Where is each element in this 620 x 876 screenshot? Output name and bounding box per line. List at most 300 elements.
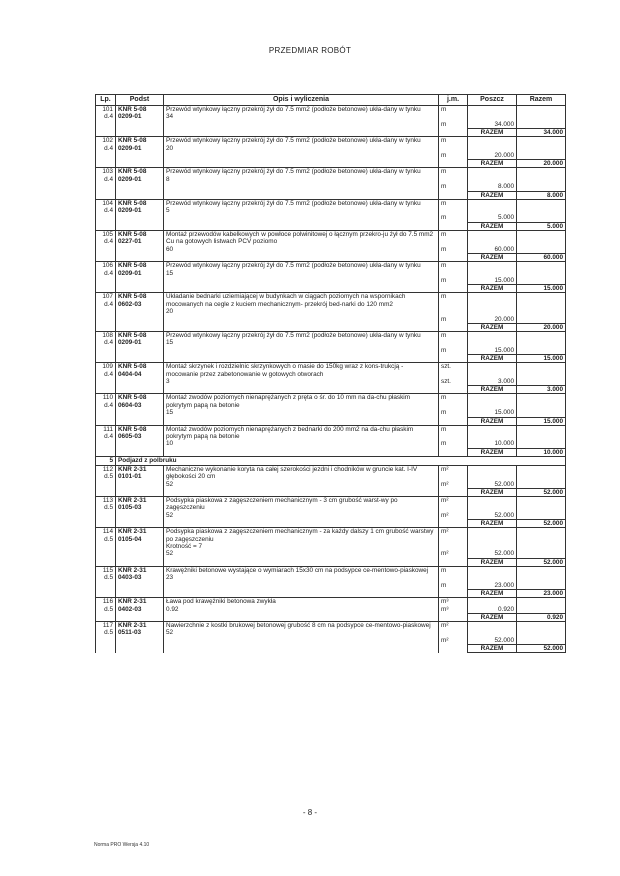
razem-row bbox=[96, 355, 566, 363]
razem-value: 5.000 bbox=[517, 222, 566, 230]
unit-label: m bbox=[441, 425, 447, 433]
item-poszcz bbox=[468, 137, 517, 160]
calculation-value: 0.92 bbox=[166, 605, 179, 613]
razem-label: RAZEM bbox=[468, 386, 517, 394]
razem-blank bbox=[116, 355, 164, 363]
calculation-value: 8 bbox=[166, 175, 170, 183]
item-lp bbox=[96, 363, 116, 386]
razem-label: RAZEM bbox=[468, 448, 517, 456]
item-description bbox=[164, 566, 439, 589]
razem-blank bbox=[439, 355, 468, 363]
item-code bbox=[116, 137, 164, 160]
item-description bbox=[164, 363, 439, 386]
razem-blank bbox=[116, 222, 164, 230]
item-unit bbox=[439, 199, 468, 222]
item-poszcz bbox=[468, 465, 517, 488]
razem-blank bbox=[164, 129, 439, 137]
razem-blank bbox=[116, 285, 164, 293]
razem-label: RAZEM bbox=[468, 355, 517, 363]
item-description bbox=[164, 168, 439, 191]
unit-label-calc: m bbox=[441, 120, 447, 128]
razem-blank bbox=[164, 417, 439, 425]
razem-label: RAZEM bbox=[468, 590, 517, 598]
catalog-position: 0209-01 bbox=[118, 175, 142, 183]
item-number: 113 bbox=[102, 497, 113, 505]
table-row bbox=[96, 199, 566, 222]
razem-label: RAZEM bbox=[468, 645, 517, 653]
calculation-value: 5 bbox=[166, 207, 170, 215]
item-lp bbox=[96, 528, 116, 559]
razem-blank bbox=[96, 613, 116, 621]
catalog-code: KNR 5-08 bbox=[118, 199, 147, 207]
razem-blank bbox=[439, 417, 468, 425]
razem-blank bbox=[116, 129, 164, 137]
calculation-value: 60 bbox=[166, 245, 174, 253]
item-razem-empty bbox=[517, 106, 566, 129]
razem-value: 10.000 bbox=[517, 448, 566, 456]
table-row bbox=[96, 262, 566, 285]
item-lp bbox=[96, 106, 116, 129]
item-razem-empty bbox=[517, 598, 566, 614]
item-poszcz bbox=[468, 425, 517, 448]
description-text: Nawierzchnie z kostki brukowej betonowej grubość 8 cm na podsypce ce-mentowo-piaskowej bbox=[166, 621, 431, 629]
col-poszcz: Poszcz bbox=[468, 95, 517, 106]
item-lp bbox=[96, 598, 116, 614]
item-razem-empty bbox=[517, 262, 566, 285]
item-lp bbox=[96, 621, 116, 644]
catalog-code: KNR 5-08 bbox=[118, 331, 147, 339]
razem-row bbox=[96, 191, 566, 199]
razem-row bbox=[96, 590, 566, 598]
razem-row bbox=[96, 417, 566, 425]
col-lp: Lp. bbox=[96, 95, 116, 106]
razem-label: RAZEM bbox=[468, 323, 517, 331]
razem-row bbox=[96, 222, 566, 230]
item-razem-empty bbox=[517, 199, 566, 222]
item-lp bbox=[96, 394, 116, 417]
razem-value: 60.000 bbox=[517, 254, 566, 262]
razem-row bbox=[96, 613, 566, 621]
razem-blank bbox=[439, 191, 468, 199]
razem-blank bbox=[439, 254, 468, 262]
item-razem-empty bbox=[517, 363, 566, 386]
item-unit bbox=[439, 106, 468, 129]
item-razem-empty bbox=[517, 137, 566, 160]
poszcz-value: 5.000 bbox=[498, 214, 514, 222]
razem-blank bbox=[439, 323, 468, 331]
item-poszcz bbox=[468, 293, 517, 324]
item-number: 116 bbox=[102, 598, 113, 606]
estimate-table bbox=[95, 94, 566, 653]
razem-row bbox=[96, 558, 566, 566]
catalog-position: 0605-03 bbox=[118, 433, 142, 440]
razem-blank bbox=[116, 590, 164, 598]
razem-blank bbox=[164, 448, 439, 456]
razem-blank bbox=[96, 254, 116, 262]
item-razem-empty bbox=[517, 621, 566, 644]
item-razem-empty bbox=[517, 293, 566, 324]
calculation-value: 10 bbox=[166, 440, 174, 448]
unit-label-calc: m bbox=[441, 214, 447, 222]
item-code bbox=[116, 230, 164, 253]
razem-blank bbox=[116, 558, 164, 566]
poszcz-value: 34.000 bbox=[494, 120, 514, 128]
item-unit bbox=[439, 262, 468, 285]
catalog-position: 0105-04 bbox=[118, 535, 142, 543]
table-row bbox=[96, 566, 566, 589]
description-text: Montaż przewodów kabelkowych w powłoce polwinitowej o łącznym przekro-ju żył do 7.5 mm2 Cu na gotowych listwach PCV poziomo bbox=[166, 230, 434, 246]
razem-value: 20.000 bbox=[517, 160, 566, 168]
razem-blank bbox=[164, 386, 439, 394]
item-number: 117 bbox=[102, 621, 113, 629]
catalog-position: 0227-01 bbox=[118, 238, 142, 246]
item-code bbox=[116, 331, 164, 354]
table-row bbox=[96, 331, 566, 354]
razem-value: 15.000 bbox=[517, 285, 566, 293]
item-unit bbox=[439, 363, 468, 386]
razem-label: RAZEM bbox=[468, 160, 517, 168]
item-lp bbox=[96, 199, 116, 222]
item-razem-empty bbox=[517, 394, 566, 417]
item-section-ref: d.4 bbox=[104, 300, 113, 308]
item-lp bbox=[96, 293, 116, 324]
item-number: 104 bbox=[102, 199, 113, 207]
item-section-ref: d.4 bbox=[104, 144, 113, 152]
razem-row bbox=[96, 645, 566, 653]
item-section-ref: d.4 bbox=[104, 207, 113, 215]
item-description bbox=[164, 137, 439, 160]
razem-blank bbox=[96, 191, 116, 199]
catalog-code: KNR 5-08 bbox=[118, 363, 147, 371]
calculation-value: 23 bbox=[166, 574, 174, 582]
description-text: Ława pod krawężniki betonowa zwykła bbox=[166, 598, 276, 606]
item-code bbox=[116, 293, 164, 324]
unit-label-calc: m bbox=[441, 183, 447, 191]
unit-label-calc: m bbox=[441, 440, 447, 448]
razem-blank bbox=[116, 191, 164, 199]
description-text: Układanie bednarki uziemiającej w budynkach w ciągach poziomych na wspornikach mocowanych na cegle z kuciem mechanicznym- przekrój bed-narki do 120 mm2 bbox=[166, 293, 406, 308]
item-section-ref: d.4 bbox=[104, 433, 113, 440]
item-section-ref: d.5 bbox=[104, 504, 113, 512]
razem-row bbox=[96, 520, 566, 528]
item-code bbox=[116, 598, 164, 614]
unit-label-calc: szt. bbox=[441, 377, 451, 385]
calculation-value: 3 bbox=[166, 377, 170, 385]
poszcz-value: 3.000 bbox=[498, 377, 514, 385]
section-header-row bbox=[96, 456, 566, 465]
calculation-value: 52 bbox=[166, 511, 174, 519]
razem-blank bbox=[439, 160, 468, 168]
description-text: Podsypka piaskowa z zagęszczeniem mechanicznym - za każdy dalszy 1 cm grubość warstwy po zagęszczeniu bbox=[166, 528, 434, 543]
catalog-position: 0209-01 bbox=[118, 269, 142, 277]
unit-label: m² bbox=[441, 528, 449, 536]
item-description bbox=[164, 262, 439, 285]
razem-blank bbox=[164, 645, 439, 653]
description-text: Przewód wtynkowy łączny przekrój żył do 7.5 mm2 (podłoże betonowe) ukła-dany w tynku bbox=[166, 331, 421, 339]
section-title: Podjazd z polbruku bbox=[116, 456, 566, 465]
description-text: Przewód wtynkowy łączny przekrój żył do 7.5 mm2 (podłoże betonowe) ukła-dany w tynku bbox=[166, 262, 421, 270]
item-number: 103 bbox=[102, 168, 113, 176]
item-razem-empty bbox=[517, 497, 566, 520]
calculation-value: 52 bbox=[166, 629, 174, 637]
item-description bbox=[164, 293, 439, 324]
description-text: Podsypka piaskowa z zagęszczeniem mechanicznym - 3 cm grubość warst-wy po zagęszczeniu bbox=[166, 497, 398, 512]
razem-blank bbox=[439, 448, 468, 456]
item-number: 111 bbox=[103, 425, 113, 433]
razem-blank bbox=[96, 590, 116, 598]
razem-blank bbox=[116, 489, 164, 497]
razem-blank bbox=[116, 386, 164, 394]
razem-blank bbox=[96, 323, 116, 331]
table-row bbox=[96, 293, 566, 324]
razem-value: 3.000 bbox=[517, 386, 566, 394]
item-unit bbox=[439, 168, 468, 191]
item-section-ref: d.5 bbox=[104, 629, 113, 637]
razem-value: 52.000 bbox=[517, 520, 566, 528]
razem-label: RAZEM bbox=[468, 558, 517, 566]
item-poszcz bbox=[468, 598, 517, 614]
item-code bbox=[116, 106, 164, 129]
razem-blank bbox=[164, 254, 439, 262]
catalog-code: KNR 2-31 bbox=[118, 497, 147, 505]
razem-blank bbox=[164, 160, 439, 168]
table-row bbox=[96, 394, 566, 417]
item-section-ref: d.5 bbox=[104, 535, 113, 543]
page-title: PRZEDMIAR ROBÓT bbox=[268, 46, 352, 55]
razem-value: 0.920 bbox=[517, 613, 566, 621]
poszcz-value: 60.000 bbox=[494, 245, 514, 253]
poszcz-value: 8.000 bbox=[498, 183, 514, 191]
item-lp bbox=[96, 230, 116, 253]
item-number: 106 bbox=[102, 262, 113, 270]
item-description bbox=[164, 528, 439, 559]
razem-label: RAZEM bbox=[468, 222, 517, 230]
item-code bbox=[116, 497, 164, 520]
razem-blank bbox=[96, 448, 116, 456]
razem-blank bbox=[164, 590, 439, 598]
poszcz-value: 15.000 bbox=[494, 346, 514, 354]
item-section-ref: d.4 bbox=[104, 401, 113, 409]
poszcz-value: 0.920 bbox=[498, 605, 514, 613]
catalog-code: KNR 5-08 bbox=[118, 106, 147, 113]
item-poszcz bbox=[468, 199, 517, 222]
item-unit bbox=[439, 394, 468, 417]
item-section-ref: d.5 bbox=[104, 574, 113, 582]
razem-blank bbox=[164, 191, 439, 199]
item-razem-empty bbox=[517, 465, 566, 488]
item-code bbox=[116, 168, 164, 191]
catalog-code: KNR 5-08 bbox=[118, 425, 147, 433]
item-description bbox=[164, 425, 439, 448]
item-unit bbox=[439, 425, 468, 448]
table-row bbox=[96, 598, 566, 614]
razem-blank bbox=[164, 520, 439, 528]
razem-blank bbox=[439, 590, 468, 598]
table-row bbox=[96, 528, 566, 559]
poszcz-value: 23.000 bbox=[494, 581, 514, 589]
section-number: 5 bbox=[96, 456, 116, 465]
calculation-value: 52 bbox=[166, 480, 174, 488]
item-unit bbox=[439, 598, 468, 614]
catalog-position: 0511-03 bbox=[118, 629, 142, 637]
razem-blank bbox=[96, 520, 116, 528]
unit-label-calc: m bbox=[441, 346, 447, 354]
razem-blank bbox=[96, 222, 116, 230]
item-poszcz bbox=[468, 394, 517, 417]
item-unit bbox=[439, 465, 468, 488]
table-row bbox=[96, 425, 566, 448]
item-description bbox=[164, 331, 439, 354]
razem-blank bbox=[96, 386, 116, 394]
razem-blank bbox=[439, 386, 468, 394]
razem-blank bbox=[439, 489, 468, 497]
item-number: 105 bbox=[102, 230, 113, 238]
unit-label-calc: m bbox=[441, 152, 447, 160]
description-text: Montaż skrzynek i rozdzielnic skrzynkowych o masie do 150kg wraz z kons-trukcją - mocowanie przez zabetonowanie w gotowych otworach bbox=[166, 363, 404, 378]
catalog-position: 0101-01 bbox=[118, 473, 142, 481]
item-section-ref: d.4 bbox=[104, 370, 113, 378]
razem-row bbox=[96, 386, 566, 394]
item-number: 108 bbox=[102, 331, 113, 339]
razem-label: RAZEM bbox=[468, 417, 517, 425]
razem-blank bbox=[96, 645, 116, 653]
catalog-position: 0209-01 bbox=[118, 339, 142, 347]
description-text: Przewód wtynkowy łączny przekrój żył do 7.5 mm2 (podłoże betonowe) ukła-dany w tynku bbox=[166, 168, 421, 176]
item-poszcz bbox=[468, 262, 517, 285]
table-row bbox=[96, 465, 566, 488]
description-text: Mechaniczne wykonanie koryta na całej szerokości jezdni i chodników w gruncie kat. I-IV głębokości 20 cm bbox=[166, 465, 418, 481]
razem-row bbox=[96, 323, 566, 331]
razem-blank bbox=[439, 222, 468, 230]
item-section-ref: d.4 bbox=[104, 339, 113, 347]
item-poszcz bbox=[468, 106, 517, 129]
item-razem-empty bbox=[517, 528, 566, 559]
razem-blank bbox=[164, 489, 439, 497]
item-unit bbox=[439, 566, 468, 589]
item-code bbox=[116, 465, 164, 488]
razem-blank bbox=[439, 613, 468, 621]
item-section-ref: d.4 bbox=[104, 269, 113, 277]
item-number: 115 bbox=[102, 566, 113, 574]
item-description bbox=[164, 106, 439, 129]
unit-label: m bbox=[441, 566, 447, 574]
razem-value: 52.000 bbox=[517, 558, 566, 566]
item-description bbox=[164, 465, 439, 488]
table-row bbox=[96, 137, 566, 160]
catalog-code: KNR 5-08 bbox=[118, 137, 147, 145]
page-number: - 8 - bbox=[302, 808, 318, 817]
catalog-position: 0404-04 bbox=[118, 370, 142, 378]
unit-label: m bbox=[441, 106, 447, 113]
item-number: 107 bbox=[102, 293, 113, 301]
item-unit bbox=[439, 621, 468, 644]
item-lp bbox=[96, 465, 116, 488]
catalog-code: KNR 5-08 bbox=[118, 230, 147, 238]
description-text: Przewód wtynkowy łączny przekrój żył do 7.5 mm2 (podłoże betonowe) ukła-dany w tynku bbox=[166, 199, 421, 207]
unit-label: m² bbox=[441, 621, 449, 629]
item-description bbox=[164, 199, 439, 222]
catalog-position: 0209-01 bbox=[118, 207, 142, 215]
unit-label-calc: m bbox=[441, 315, 447, 323]
razem-blank bbox=[116, 323, 164, 331]
razem-row bbox=[96, 448, 566, 456]
unit-label-calc: m² bbox=[441, 636, 449, 644]
razem-blank bbox=[164, 285, 439, 293]
item-number: 102 bbox=[102, 137, 113, 145]
col-razem: Razem bbox=[517, 95, 566, 106]
razem-value: 34.000 bbox=[517, 129, 566, 137]
item-lp bbox=[96, 566, 116, 589]
razem-blank bbox=[96, 417, 116, 425]
item-number: 114 bbox=[102, 528, 113, 536]
razem-row bbox=[96, 285, 566, 293]
poszcz-value: 20.000 bbox=[494, 152, 514, 160]
razem-blank bbox=[96, 129, 116, 137]
table-row bbox=[96, 363, 566, 386]
razem-blank bbox=[116, 448, 164, 456]
razem-label: RAZEM bbox=[468, 489, 517, 497]
item-unit bbox=[439, 497, 468, 520]
catalog-position: 0604-03 bbox=[118, 401, 142, 409]
item-description bbox=[164, 621, 439, 644]
unit-label-calc: m bbox=[441, 409, 447, 417]
item-number: 112 bbox=[102, 465, 113, 473]
description-text: Przewód wtynkowy łączny przekrój żył do 7.5 mm2 (podłoże betonowe) ukła-dany w tynku bbox=[166, 137, 421, 145]
unit-label: m bbox=[441, 199, 447, 207]
unit-label: m bbox=[441, 137, 447, 145]
razem-value: 52.000 bbox=[517, 489, 566, 497]
item-poszcz bbox=[468, 566, 517, 589]
item-poszcz bbox=[468, 331, 517, 354]
item-code bbox=[116, 262, 164, 285]
razem-row bbox=[96, 489, 566, 497]
item-lp bbox=[96, 425, 116, 448]
item-code bbox=[116, 363, 164, 386]
razem-blank bbox=[439, 129, 468, 137]
item-razem-empty bbox=[517, 168, 566, 191]
razem-label: RAZEM bbox=[468, 129, 517, 137]
item-section-ref: d.5 bbox=[104, 605, 113, 613]
item-lp bbox=[96, 497, 116, 520]
item-code bbox=[116, 528, 164, 559]
razem-value: 15.000 bbox=[517, 355, 566, 363]
unit-label-calc: m² bbox=[441, 550, 449, 558]
razem-blank bbox=[164, 323, 439, 331]
razem-blank bbox=[116, 417, 164, 425]
catalog-code: KNR 2-31 bbox=[118, 465, 147, 473]
catalog-code: KNR 2-31 bbox=[118, 598, 147, 606]
item-section-ref: d.4 bbox=[104, 175, 113, 183]
item-code bbox=[116, 566, 164, 589]
item-lp bbox=[96, 137, 116, 160]
razem-blank bbox=[439, 645, 468, 653]
poszcz-value: 15.000 bbox=[494, 276, 514, 284]
item-code bbox=[116, 621, 164, 644]
catalog-position: 0105-03 bbox=[118, 504, 142, 512]
table-row bbox=[96, 621, 566, 644]
item-description bbox=[164, 598, 439, 614]
catalog-position: 0209-01 bbox=[118, 113, 142, 121]
poszcz-value: 10.000 bbox=[494, 440, 514, 448]
unit-label-calc: m² bbox=[441, 511, 449, 519]
item-poszcz bbox=[468, 497, 517, 520]
razem-value: 20.000 bbox=[517, 323, 566, 331]
poszcz-value: 52.000 bbox=[494, 480, 514, 488]
item-number: 110 bbox=[102, 394, 113, 402]
catalog-position: 0602-03 bbox=[118, 300, 142, 308]
unit-label: m bbox=[441, 262, 447, 270]
unit-label-calc: m bbox=[441, 245, 447, 253]
